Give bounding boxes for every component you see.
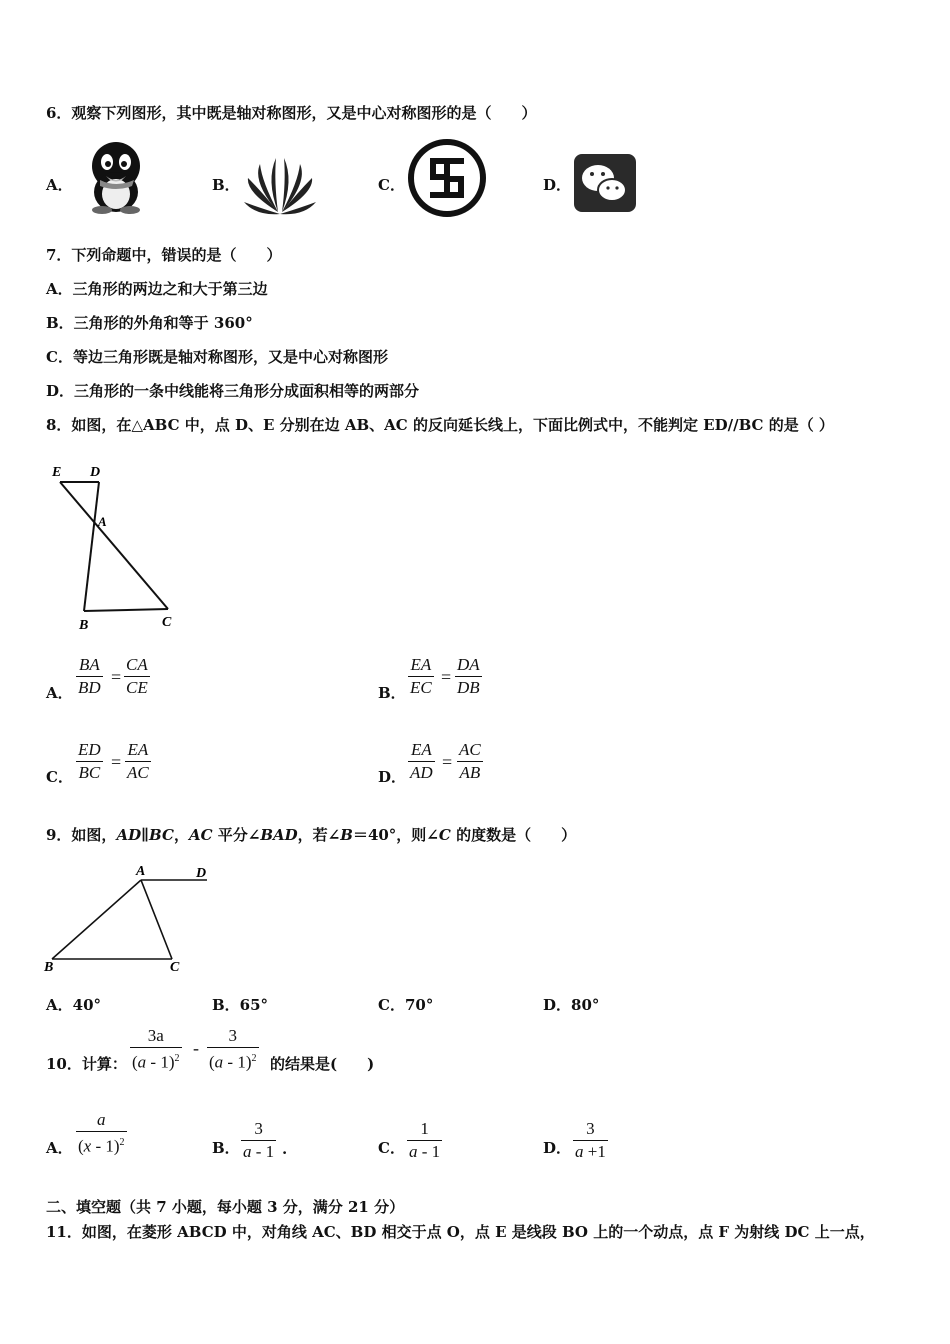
math-b: B bbox=[340, 826, 353, 844]
exponent: 2 bbox=[119, 1137, 125, 1148]
q9-stem-text: 9．如图， bbox=[46, 826, 117, 844]
wechat-icon bbox=[572, 152, 638, 214]
label-d: D bbox=[196, 866, 207, 881]
fraction-numerator: BA bbox=[76, 654, 103, 677]
q6-stem: 6．观察下列图形，其中既是轴对称图形，又是中心对称图形的是（ ） bbox=[46, 104, 537, 122]
parallel-symbol: ∥ bbox=[141, 826, 150, 844]
q7-stem: 7．下列命题中，错误的是（ ） bbox=[46, 246, 282, 264]
fraction-denominator bbox=[76, 1132, 127, 1158]
numerator-text: 3a bbox=[147, 1026, 164, 1045]
q6-option-d-label: D． bbox=[543, 176, 572, 194]
bank-logo-icon bbox=[406, 138, 488, 218]
penguin-icon bbox=[76, 136, 156, 216]
math-ad: AD bbox=[116, 826, 142, 844]
numerator-text: 3 bbox=[228, 1026, 237, 1045]
fraction-numerator: EA bbox=[408, 654, 434, 677]
q8-option-c-label: C． bbox=[46, 768, 73, 786]
q8-option-b-label: B． bbox=[378, 684, 406, 702]
math-ac: AC bbox=[188, 826, 213, 844]
fraction-denominator bbox=[573, 1141, 608, 1163]
q10-option-b-fraction bbox=[241, 1118, 276, 1163]
label-c: C bbox=[162, 615, 172, 630]
q8-option-b-right-fraction bbox=[455, 654, 482, 699]
exponent: 2 bbox=[251, 1053, 257, 1064]
q11-stem: 11．如图，在菱形 ABCD 中，对角线 AC、BD 相交于点 O，点 E 是线段 BO 上的一个动点，点 F 为射线 DC 上一点， bbox=[46, 1223, 875, 1241]
exponent: 2 bbox=[174, 1053, 180, 1064]
label-b: B bbox=[44, 960, 54, 975]
q9-option-d: D．80° bbox=[543, 996, 600, 1014]
q9-stem-text: ＝40°，则∠ bbox=[352, 826, 439, 844]
label-c: C bbox=[170, 960, 180, 975]
fraction-numerator bbox=[130, 1025, 182, 1048]
math-bad: BAD bbox=[260, 826, 298, 844]
var-a: a bbox=[575, 1142, 584, 1161]
fraction-numerator: EA bbox=[125, 739, 151, 762]
q7-option-b: B．三角形的外角和等于 360° bbox=[46, 314, 253, 332]
q10-option-d-label: D． bbox=[543, 1139, 572, 1157]
label-d: D bbox=[90, 465, 101, 480]
fraction-numerator: CA bbox=[124, 654, 150, 677]
numerator-text: 1 bbox=[420, 1119, 429, 1138]
q6-option-b-label: B． bbox=[212, 176, 240, 194]
fraction-numerator bbox=[241, 1118, 276, 1141]
var-a: a bbox=[243, 1142, 252, 1161]
den-rest: - 1 bbox=[251, 1142, 275, 1161]
den-rest: - 1) bbox=[146, 1052, 175, 1072]
label-a: A bbox=[136, 864, 146, 879]
paren: ( bbox=[209, 1052, 215, 1072]
fraction-denominator: BC bbox=[78, 763, 101, 782]
fraction-denominator bbox=[241, 1141, 276, 1163]
var-a: a bbox=[214, 1052, 224, 1072]
q8-option-c-left-fraction bbox=[76, 739, 103, 784]
q8-triangle-figure bbox=[44, 458, 194, 638]
equals-sign: = bbox=[441, 667, 452, 687]
math-bc: BC bbox=[149, 826, 174, 844]
q10-stem-prefix: 10．计算： bbox=[46, 1055, 127, 1073]
fraction-denominator: AB bbox=[459, 763, 481, 782]
fraction-denominator: EC bbox=[410, 678, 432, 697]
q6-option-a-label: A． bbox=[46, 176, 73, 194]
fraction-numerator bbox=[207, 1025, 259, 1048]
q7-option-a: A．三角形的两边之和大于第三边 bbox=[46, 280, 268, 298]
fraction-denominator: AD bbox=[410, 763, 433, 782]
den-rest: - 1 bbox=[417, 1142, 441, 1161]
label-a: A bbox=[98, 514, 107, 529]
numerator-text: 3 bbox=[254, 1119, 263, 1138]
fraction-numerator: DA bbox=[455, 654, 482, 677]
q8-option-d-label: D． bbox=[378, 768, 407, 786]
equals-sign: = bbox=[111, 667, 122, 687]
q9-stem-text: ， bbox=[173, 826, 189, 844]
q8-option-c-right-fraction bbox=[125, 739, 151, 784]
q9-stem-text: 的度数是（ ） bbox=[450, 826, 577, 844]
label-b: B bbox=[79, 618, 89, 633]
var-a: a bbox=[137, 1052, 147, 1072]
q9-option-a: A．40° bbox=[46, 996, 102, 1014]
q8-option-d-left-fraction bbox=[408, 739, 435, 784]
q9-stem-text: 平分∠ bbox=[212, 826, 261, 844]
minus-sign: - bbox=[193, 1038, 199, 1058]
fraction-numerator: EA bbox=[408, 739, 435, 762]
fraction-numerator bbox=[407, 1118, 442, 1141]
period: . bbox=[282, 1140, 288, 1158]
segment-ec bbox=[60, 482, 168, 609]
q7-option-d: D．三角形的一条中线能将三角形分成面积相等的两部分 bbox=[46, 382, 420, 400]
fraction-denominator: CE bbox=[126, 678, 148, 697]
q8-option-a-label: A． bbox=[46, 684, 73, 702]
segment-ac bbox=[141, 880, 172, 959]
q9-stem-text: ，若∠ bbox=[297, 826, 341, 844]
q8-option-b-left-fraction bbox=[408, 654, 434, 699]
fraction-denominator: DB bbox=[457, 678, 480, 697]
q10-term2-fraction bbox=[207, 1025, 259, 1074]
fraction-denominator: AC bbox=[127, 763, 149, 782]
den-rest: +1 bbox=[583, 1142, 606, 1161]
fraction-numerator bbox=[573, 1118, 608, 1141]
segment-db bbox=[84, 482, 99, 611]
q8-option-a-left-fraction bbox=[76, 654, 103, 699]
var-x: x bbox=[83, 1136, 92, 1156]
fraction-numerator: AC bbox=[457, 739, 483, 762]
q7-option-c: C．等边三角形既是轴对称图形，又是中心对称图形 bbox=[46, 348, 388, 366]
q10-option-a-label: A． bbox=[46, 1139, 73, 1157]
q8-option-d-right-fraction bbox=[457, 739, 483, 784]
q9-triangle-figure bbox=[40, 858, 220, 978]
fraction-denominator bbox=[407, 1141, 442, 1163]
q10-term1-fraction bbox=[130, 1025, 182, 1074]
q10-stem-suffix: 的结果是( ) bbox=[270, 1055, 375, 1073]
math-c: C bbox=[438, 826, 451, 844]
segment-ab bbox=[52, 880, 141, 959]
q10-option-c-label: C． bbox=[378, 1139, 405, 1157]
numerator-text: a bbox=[97, 1110, 106, 1129]
fraction-denominator: BD bbox=[78, 678, 101, 697]
q10-option-d-fraction bbox=[573, 1118, 608, 1163]
q9-stem bbox=[46, 824, 576, 845]
equals-sign: = bbox=[111, 752, 122, 772]
q8-option-a-right-fraction bbox=[124, 654, 150, 699]
q9-option-c: C．70° bbox=[378, 996, 434, 1014]
q9-option-b: B．65° bbox=[212, 996, 269, 1014]
q6-option-c-label: C． bbox=[378, 176, 405, 194]
label-e: E bbox=[52, 465, 62, 480]
numerator-text: 3 bbox=[586, 1119, 595, 1138]
q10-option-b-label: B． bbox=[212, 1139, 240, 1157]
fraction-numerator bbox=[76, 1109, 127, 1132]
fraction-denominator bbox=[130, 1048, 182, 1074]
den-rest: - 1) bbox=[91, 1136, 120, 1156]
equals-sign: = bbox=[442, 752, 453, 772]
paren: ( bbox=[78, 1136, 84, 1156]
q10-option-a-fraction bbox=[76, 1109, 127, 1158]
q8-stem: 8．如图，在△ABC 中，点 D、E 分别在边 AB、AC 的反向延长线上，下面比例式中，不能判定 ED//BC 的是（ ） bbox=[46, 416, 834, 434]
huawei-flower-icon bbox=[240, 152, 320, 216]
section-2-title: 二、填空题（共 7 小题，每小题 3 分，满分 21 分） bbox=[46, 1198, 405, 1216]
paren: ( bbox=[132, 1052, 138, 1072]
den-rest: - 1) bbox=[223, 1052, 252, 1072]
fraction-denominator bbox=[207, 1048, 259, 1074]
var-a: a bbox=[409, 1142, 418, 1161]
segment-bc bbox=[84, 609, 168, 611]
q10-option-c-fraction bbox=[407, 1118, 442, 1163]
fraction-numerator: ED bbox=[76, 739, 103, 762]
